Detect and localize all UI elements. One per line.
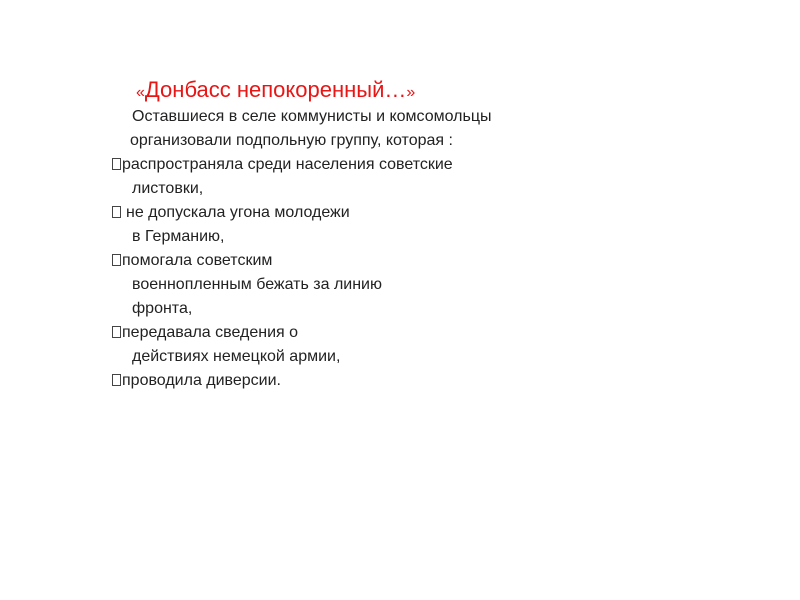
bullet-text: помогала советским (122, 252, 273, 269)
bullet-text: распространяла среди населения советские (122, 156, 453, 173)
square-bullet-icon (112, 206, 121, 218)
bullet-text: проводила диверсии. (122, 372, 281, 389)
bullet-item (112, 249, 612, 273)
bullet-continuation: фронта, (132, 300, 193, 317)
bullet-item (112, 321, 612, 345)
slide-body (112, 105, 612, 393)
bullet-continuation: действиях немецкой армии, (132, 348, 341, 365)
square-bullet-icon (112, 326, 121, 338)
square-bullet-icon (112, 158, 121, 170)
square-bullet-icon (112, 254, 121, 266)
slide-title (136, 76, 415, 107)
bullet-item (112, 201, 612, 225)
bullet-item (112, 153, 612, 177)
bullet-continuation: в Германию, (132, 228, 225, 245)
bullet-continuation: листовки, (132, 180, 204, 197)
title-open-quote: « (136, 84, 145, 101)
intro-line: организовали подпольную группу, которая : (130, 132, 453, 149)
square-bullet-icon (112, 374, 121, 386)
bullet-text: передавала сведения о (122, 324, 299, 341)
title-text: Донбасс непокоренный… (144, 77, 407, 102)
bullet-item (112, 369, 612, 393)
title-close-quote: » (406, 84, 416, 101)
intro-line: Оставшиеся в селе коммунисты и комсомольцы (132, 108, 492, 125)
bullet-continuation: военнопленным бежать за линию (132, 276, 382, 293)
bullet-text: не допускала угона молодежи (126, 204, 350, 221)
